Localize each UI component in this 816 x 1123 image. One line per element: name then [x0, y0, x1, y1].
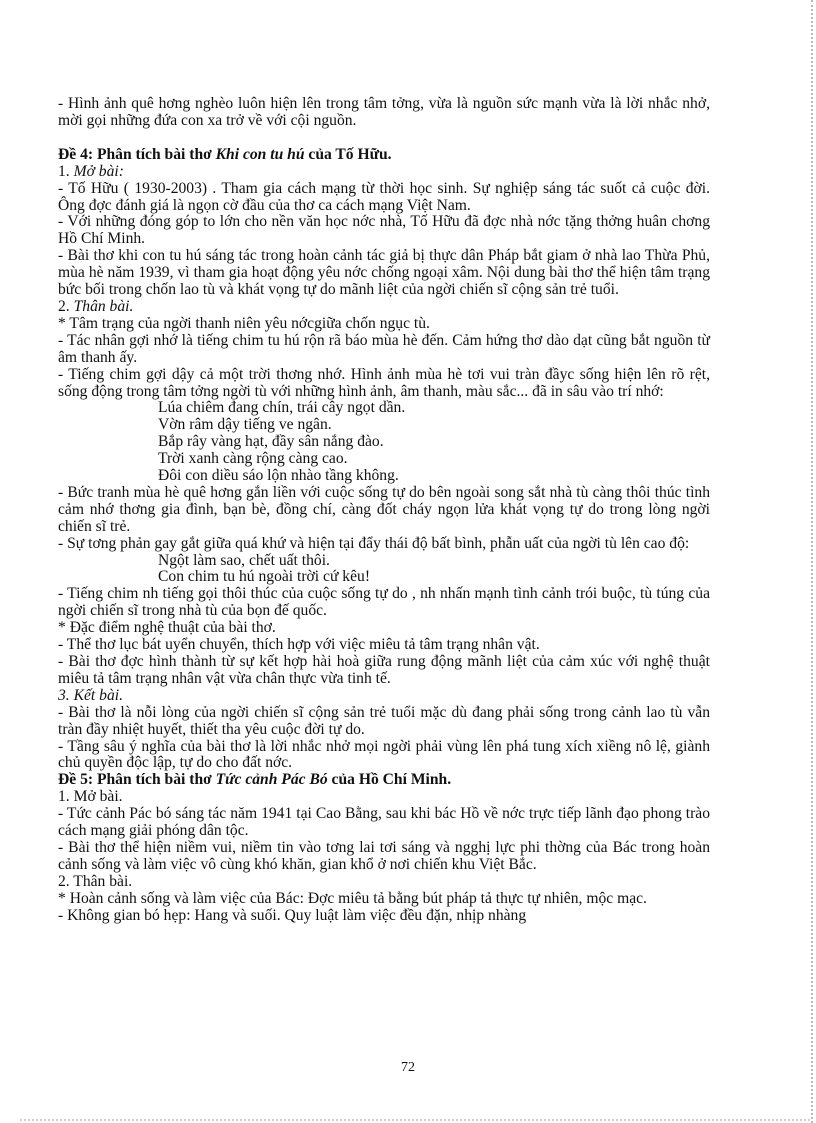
than-bai-label: [58, 299, 710, 316]
heading-suffix: của Hồ Chí Minh.: [327, 771, 452, 789]
poem-line: Trời xanh càng rộng càng cao.: [158, 450, 348, 468]
poem-line: Lúa chiêm đang chín, trái cây ngọt dần.: [158, 399, 406, 417]
paragraph: - Thể thơ lục bát uyển chuyển, thích hợp với việc miêu tả tâm trạng nhân vật.: [58, 636, 540, 654]
ket-bai-label: [58, 688, 710, 705]
paragraph: - Tố Hữu ( 1930-2003) . Tham gia cách mạng từ thời học sinh. Sự nghiệp sáng tác suốt cả cuộc đời. Ông đợc đánh giá là ngọn cờ đầu của thơ ca cách mạng Việt Nam.: [58, 179, 710, 214]
mo-bai-label: [58, 164, 710, 181]
poem-line: Đôi con diều sáo lộn nhào tầng không.: [158, 467, 399, 485]
paragraph: - Tiếng chim gợi dậy cả một trời thơng nhớ. Hình ảnh mùa hè tơi vui tràn đầyc sống hiện lên rõ rệt, sống động trong tâm tởng ngời tù với những hình ảnh, âm thanh, màu sắc... đã in sâu vào trí nhớ:: [58, 365, 710, 400]
mo-bai-label: 1. Mở bài.: [58, 788, 123, 806]
heading-suffix: của Tố Hữu.: [304, 145, 392, 163]
paragraph: - Bài thơ thể hiện niềm vui, niềm tin vào tơng lai tơi sáng và ngghị lực phi thờng của Bác trong hoàn cảnh sống và làm việc vô cùng khó khăn, gian khổ ở nơi chiến khu Việt Bắc.: [58, 838, 710, 873]
heading-prefix: Đề 5: Phân tích bài thơ: [58, 771, 216, 789]
label-text: Mở bài:: [73, 162, 124, 180]
poem-title: Tức cảnh Pác Bó: [215, 771, 328, 789]
paragraph: - Tiếng chim nh tiếng gọi thôi thúc của cuộc sống tự do , nh nhấn mạnh tình cảnh trói buộc, tù túng của ngời chiến sĩ trong nhà tù của bọn đế quốc.: [58, 585, 710, 620]
paragraph: * Hoàn cảnh sống và làm việc của Bác: Đợc miêu tả bằng bút pháp tả thực tự nhiên, mộc mạc.: [58, 889, 647, 907]
number: 2.: [58, 297, 74, 315]
poem-line: Bắp rây vàng hạt, đầy sân nắng đào.: [158, 433, 384, 451]
paragraph: * Đặc điểm nghệ thuật của bài thơ.: [58, 619, 276, 637]
heading-prefix: Đề 4: Phân tích bài thơ: [58, 145, 216, 163]
paragraph: - Bài thơ khi con tu hú sáng tác trong hoàn cảnh tác giả bị thực dân Pháp bắt giam ở nhà lao Thừa Phủ, mùa hè năm 1939, vì tham gia hoạt động yêu nớc chống ngoại xâm. Nội dung bài thơ thể hiện tâm trạng bức bối trong chốn lao tù và khát vọng tự do mãnh liệt của ngời chiến sĩ cộng sản trẻ tuổi.: [58, 247, 710, 299]
number: 3.: [58, 686, 74, 704]
label-text: Kết bài.: [73, 686, 123, 704]
paragraph: - Với những đóng góp to lớn cho nền văn học nớc nhà, Tố Hữu đã đợc nhà nớc tặng thởng huân chơng Hồ Chí Minh.: [58, 213, 710, 248]
poem-title: Khi con tu hú: [215, 145, 305, 163]
paragraph: - Bức tranh mùa hè quê hơng gắn liền với cuộc sống tự do bên ngoài song sắt nhà tù càng thôi thúc tình cảm nhớ thơng gia đình, bạn bè, đồng chí, càng đốt cháy ngọn lửa khát vọng tự do trong lòng ngời chiến sĩ trẻ.: [58, 483, 710, 535]
document-page: [58, 96, 710, 925]
paragraph: - Tầng sâu ý nghĩa của bài thơ là lời nhắc nhở mọi ngời phải vùng lên phá tung xích xiềng nô lệ, giành chủ quyền độc lập, tự do cho đất nớc.: [58, 737, 710, 772]
paragraph: - Không gian bó hẹp: Hang và suối. Quy luật làm việc đều đặn, nhịp nhàng: [58, 906, 527, 924]
number: 1.: [58, 162, 74, 180]
poem-line: Ngột làm sao, chết uất thôi.: [158, 551, 330, 569]
paragraph: - Hình ảnh quê hơng nghèo luôn hiện lên trong tâm tởng, vừa là nguồn sức mạnh vừa là lời nhắc nhở, mời gọi những đứa con xa trở về với cội nguồn.: [58, 95, 710, 129]
page-bottom-border: [20, 1119, 810, 1121]
page-number: 72: [401, 1060, 415, 1075]
paragraph: - Bài thơ đợc hình thành từ sự kết hợp hài hoà giữa rung động mãnh liệt của cảm xúc với nghệ thuật miêu tả tâm trạng nhân vật vừa chân thực vừa tinh tế.: [58, 653, 710, 687]
paragraph: * Tâm trạng của ngời thanh niên yêu nớcgiữa chốn ngục tù.: [58, 314, 430, 332]
paragraph: - Bài thơ là nỗi lòng của ngời chiến sĩ cộng sản trẻ tuổi mặc dù đang phải sống trong cảnh lao tù vẫn tràn đầy nhiệt huyết, thiết tha yêu cuộc đời tự do.: [58, 703, 710, 738]
paragraph: - Sự tơng phản gay gắt giữa quá khứ và hiện tại đẩy thái độ bất bình, phẫn uất của ngời tù lên cao độ:: [58, 534, 690, 552]
poem-line: Con chim tu hú ngoài trời cứ kêu!: [158, 568, 371, 586]
poem-line: Vờn râm dậy tiếng ve ngân.: [158, 416, 332, 434]
label-text: Thân bài.: [73, 297, 134, 315]
than-bai-label: 2. Thân bài.: [58, 872, 133, 890]
page-right-border: [811, 0, 813, 1123]
paragraph: - Tức cảnh Pác bó sáng tác năm 1941 tại Cao Bằng, sau khi bác Hồ về nớc trực tiếp lãnh đạo phong trào cách mạng giải phóng dân tộc.: [58, 805, 710, 840]
paragraph: - Tác nhân gợi nhớ là tiếng chim tu hú rộn rã báo mùa hè đến. Cảm hứng thơ dào dạt cũng bắt nguồn từ âm thanh ấy.: [58, 331, 710, 366]
section-5-heading: [58, 772, 710, 789]
section-4-heading: [58, 147, 710, 164]
